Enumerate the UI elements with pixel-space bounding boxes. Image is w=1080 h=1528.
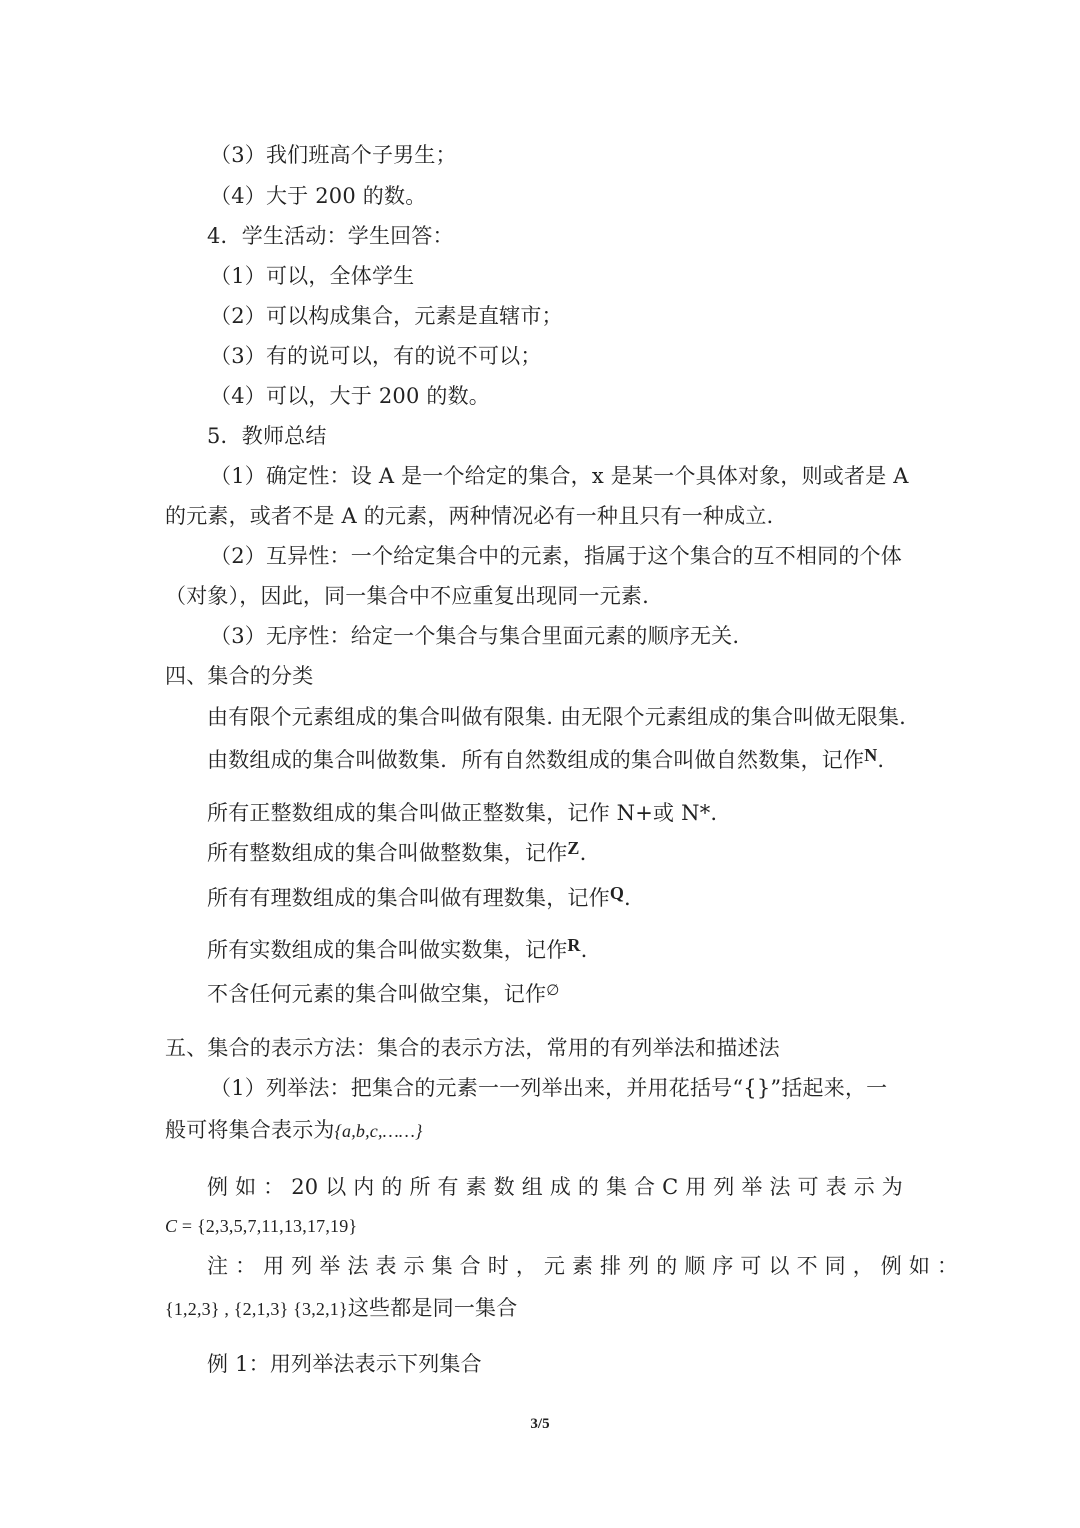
text-line xyxy=(207,935,588,966)
text-line xyxy=(207,883,631,914)
math-variable: C xyxy=(165,1216,178,1236)
set-notation: {a,b,c,……} xyxy=(334,1121,423,1141)
section-heading: 四、集合的分类 xyxy=(165,664,314,688)
line-end: . xyxy=(579,841,587,865)
text-line: 4．学生活动：学生回答： xyxy=(207,224,454,248)
empty-set-symbol: ∅ xyxy=(546,981,560,999)
set-symbol-z: Z xyxy=(567,838,580,858)
line-text: 由数组成的集合叫做数集．所有自然数组成的集合叫做自然数集，记作 xyxy=(207,748,865,772)
line-end: . xyxy=(877,748,885,772)
text-line: （4）大于 200 的数。 xyxy=(210,184,427,208)
text-line xyxy=(207,745,884,776)
text-line: 由有限个元素组成的集合叫做有限集. 由无限个元素组成的集合叫做无限集. xyxy=(207,705,907,729)
text-line: （3）无序性：给定一个集合与集合里面元素的顺序无关. xyxy=(210,624,740,648)
math-line xyxy=(165,1210,357,1241)
text-line xyxy=(207,979,559,1011)
text-line: 注 ： 用 列 举 法 表 示 集 合 时 ， 元 素 排 列 的 顺 序 可 以 不 同 ， 例 如 ： xyxy=(207,1254,959,1278)
text-line: 所有正整数组成的集合叫做正整数集，记作 N+或 N*. xyxy=(207,801,718,825)
page-number: 3/5 xyxy=(530,1416,550,1432)
text-line: （1）确定性：设 A 是一个给定的集合，x 是某一个具体对象，则或者是 A xyxy=(210,464,909,488)
text-line: （2）可以构成集合，元素是直辖市； xyxy=(210,304,563,328)
line-end: . xyxy=(624,886,631,910)
line-text: 般可将集合表示为 xyxy=(165,1118,335,1142)
text-line: 例 如 ： 20 以 内 的 所 有 素 数 组 成 的 集 合 C 用 列 举 法 可 表 示 为 xyxy=(207,1175,903,1199)
text-line xyxy=(165,1115,423,1146)
text-line: （对象），因此，同一集合中不应重复出现同一元素. xyxy=(165,584,649,608)
text-line: 的元素，或者不是 A 的元素，两种情况必有一种且只有一种成立. xyxy=(165,504,774,528)
line-text: 所有整数组成的集合叫做整数集，记作 xyxy=(207,841,568,865)
line-text: 所有实数组成的集合叫做实数集，记作 xyxy=(207,938,568,962)
set-symbol-q: Q xyxy=(609,883,625,903)
line-text: 这些都是同一集合 xyxy=(347,1296,518,1320)
line-text: 所有有理数组成的集合叫做有理数集，记作 xyxy=(207,886,610,910)
text-line xyxy=(207,838,587,869)
text-line: 5．教师总结 xyxy=(207,424,327,448)
text-line: （4）可以，大于 200 的数。 xyxy=(210,384,490,408)
text-line: （3）有的说可以，有的说不可以； xyxy=(210,344,542,368)
text-line xyxy=(165,1293,517,1324)
text-line: （3）我们班高个子男生； xyxy=(210,143,457,167)
set-symbol-n: N xyxy=(864,745,878,765)
math-expression: = {2,3,5,7,11,13,17,19} xyxy=(177,1216,358,1236)
text-line: （1）可以，全体学生 xyxy=(210,264,415,288)
line-text: 不含任何元素的集合叫做空集，记作 xyxy=(207,982,547,1006)
set-symbol-r: R xyxy=(567,935,581,955)
text-line: （2）互异性：一个给定集合中的元素，指属于这个集合的互不相同的个体 xyxy=(210,544,902,568)
set-notation: {1,2,3} , {2,1,3} {3,2,1} xyxy=(165,1299,348,1319)
line-end: . xyxy=(580,938,588,962)
section-heading: 五、集合的表示方法：集合的表示方法，常用的有列举法和描述法 xyxy=(165,1036,780,1060)
text-line: （1）列举法：把集合的元素一一列举出来，并用花括号“{}”括起来，一 xyxy=(210,1076,888,1100)
text-line: 例 1：用列举法表示下列集合 xyxy=(207,1352,482,1376)
